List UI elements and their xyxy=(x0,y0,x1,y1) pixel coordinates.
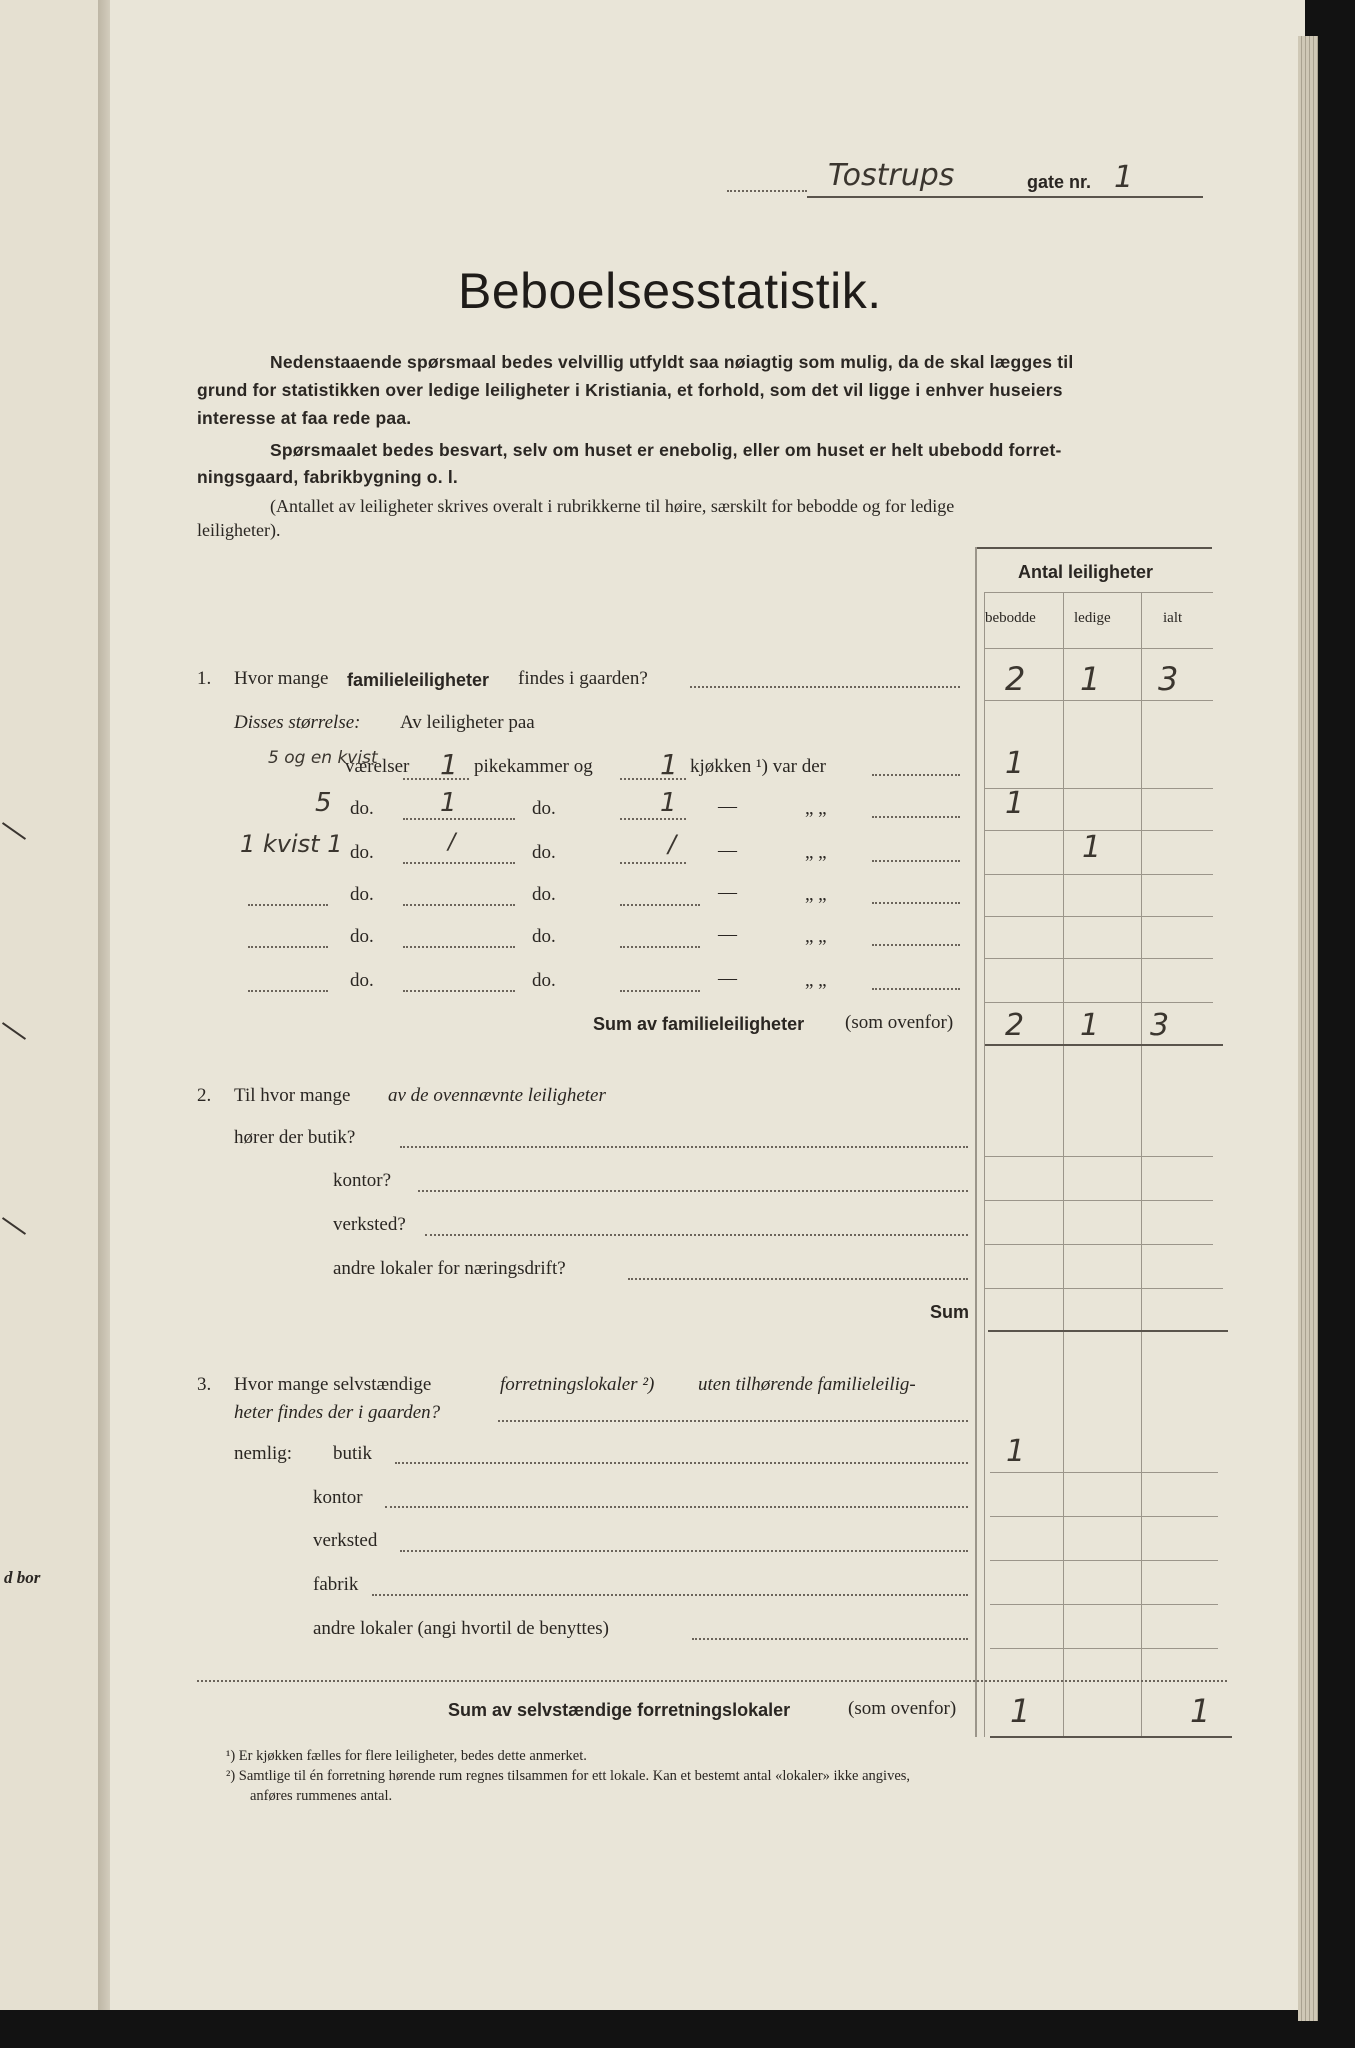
kjokken-value: 1 xyxy=(660,788,677,818)
table-rule xyxy=(985,648,1213,649)
row-bebodde: 1 xyxy=(1005,746,1025,781)
fill-dots xyxy=(403,946,515,948)
street-name: Tostrups xyxy=(828,158,955,193)
pike-word: do. xyxy=(532,970,556,991)
page-edges xyxy=(1298,36,1318,2021)
leader-dots xyxy=(372,1594,968,1596)
q3-sum-bebodde: 1 xyxy=(1010,1692,1031,1730)
intro-line: (Antallet av leiligheter skrives overalt i rubrikkerne til høire, særskilt for bebodde og for ledige xyxy=(270,496,955,516)
question-3-number: 3. xyxy=(197,1374,212,1395)
table-rule xyxy=(985,700,1213,701)
intro-line: interesse at faa rede paa. xyxy=(197,408,412,428)
intro-line: Nedenstaaende spørsmaal bedes velvillig utfyldt saa nøiagtig som mulig, da de skal lægges til xyxy=(270,352,1074,372)
size-label: Disses størrelse: xyxy=(234,712,361,733)
rooms-word: do. xyxy=(350,798,374,819)
q3-sum-ialt: 1 xyxy=(1190,1692,1211,1730)
table-rule xyxy=(990,1560,1218,1561)
street-label: gate nr. xyxy=(1027,172,1092,192)
table-rule xyxy=(985,1200,1213,1201)
sum-rule xyxy=(985,1044,1223,1046)
answer-bebodde: 2 xyxy=(1005,660,1026,698)
q3-prefix: nemlig: xyxy=(234,1443,293,1464)
section-dots xyxy=(197,1680,1227,1682)
leader-dots xyxy=(872,860,960,862)
question-2-number: 2. xyxy=(197,1085,212,1106)
table-top-rule xyxy=(975,547,1212,549)
table-rule xyxy=(985,1156,1213,1157)
table-rule xyxy=(985,1288,1223,1289)
rooms-value: 1 kvist 1 xyxy=(240,830,343,858)
q3-item-butik: butik xyxy=(333,1443,373,1464)
answer-ledige: 1 xyxy=(1080,660,1101,698)
question-3-text-italic: uten tilhørende familieleilig- xyxy=(698,1374,916,1395)
row-ledige: 1 xyxy=(1082,830,1102,865)
intro-line: ningsgaard, fabrikbygning o. l. xyxy=(197,467,458,487)
row-bebodde: 1 xyxy=(1005,786,1025,821)
leader-dots xyxy=(418,1190,968,1192)
ink-mark xyxy=(2,1217,26,1235)
answer-ialt: 3 xyxy=(1158,660,1179,698)
pike-word: pikekammer og xyxy=(474,756,593,777)
pike-word: do. xyxy=(532,884,556,905)
leader-dots xyxy=(872,944,960,946)
q2-item-verksted: verksted? xyxy=(333,1214,406,1235)
table-rule xyxy=(990,1604,1218,1605)
kjokken-word: kjøkken ¹) var der xyxy=(690,756,827,777)
q3-item-fabrik: fabrik xyxy=(313,1574,359,1595)
fill-dots xyxy=(620,990,700,992)
ditto-marks: „ „ xyxy=(805,798,827,819)
leader-dots xyxy=(872,988,960,990)
intro-line: leiligheter). xyxy=(197,520,281,540)
q3-sum-label-b: (som ovenfor) xyxy=(848,1698,957,1719)
fill-dots xyxy=(620,904,700,906)
ditto-marks: „ „ xyxy=(805,926,827,947)
q1-sum-bebodde: 2 xyxy=(1005,1008,1025,1043)
question-1-number: 1. xyxy=(197,668,212,689)
table-column-line xyxy=(1141,592,1142,1737)
q1-sum-label: Sum av familieleiligheter xyxy=(593,1014,805,1034)
q3-butik-bebodde: 1 xyxy=(1006,1434,1026,1469)
intro-line: Spørsmaalet bedes besvart, selv om huset er enebolig, eller om huset er helt ubebodd forret- xyxy=(270,440,1062,460)
leader-dots xyxy=(385,1506,968,1508)
column-header-ledige: ledige xyxy=(1074,610,1111,626)
question-3-text-italic: heter findes der i gaarden? xyxy=(234,1402,441,1423)
street-number: 1 xyxy=(1114,160,1134,195)
rooms-value: 5 xyxy=(315,788,332,818)
rooms-word: værelser xyxy=(345,756,410,777)
ink-mark xyxy=(2,1022,26,1040)
left-page-text: d bor xyxy=(4,1568,41,1587)
fill-dots xyxy=(248,946,328,948)
kjokken-word: — xyxy=(718,924,737,945)
question-1-text: Hvor mange xyxy=(234,668,329,689)
fill-dots xyxy=(248,904,328,906)
rooms-word: do. xyxy=(350,884,374,905)
pike-value: 1 xyxy=(440,748,458,781)
rooms-value: 5 og en kvist xyxy=(268,748,378,768)
kjokken-word: — xyxy=(718,968,737,989)
question-3-text: Hvor mange selvstændige xyxy=(234,1374,432,1395)
q2-sum-label: Sum xyxy=(930,1302,970,1322)
page-title: Beboelsesstatistik. xyxy=(458,263,882,319)
table-rule xyxy=(985,1244,1213,1245)
fill-dots xyxy=(620,946,700,948)
column-header-bebodde: bebodde xyxy=(985,610,1036,626)
fill-dots xyxy=(248,990,328,992)
pike-word: do. xyxy=(532,798,556,819)
q3-sum-label: Sum av selvstændige forretningslokaler xyxy=(448,1700,791,1720)
q1-sum-label-b: (som ovenfor) xyxy=(845,1012,954,1033)
fill-dots xyxy=(403,990,515,992)
q1-sum-ledige: 1 xyxy=(1080,1008,1100,1043)
intro-line: grund for statistikken over ledige leiligheter i Kristiania, et forhold, som det vil ligge i enhver huseiers xyxy=(197,380,1063,400)
leader-dots xyxy=(498,1420,968,1422)
street-dotted-line xyxy=(727,190,807,192)
table-rule xyxy=(985,874,1213,875)
leader-dots xyxy=(400,1550,968,1552)
question-1-text: findes i gaarden? xyxy=(518,668,648,689)
leader-dots xyxy=(425,1234,968,1236)
fill-dots xyxy=(403,818,515,820)
ink-mark xyxy=(2,822,26,840)
table-rule xyxy=(985,916,1213,917)
pike-word: do. xyxy=(532,926,556,947)
kjokken-value: 1 xyxy=(660,748,678,781)
table-rule xyxy=(985,958,1213,959)
left-page-edge xyxy=(0,0,104,2010)
table-left-border xyxy=(975,547,977,1737)
column-header-ialt: ialt xyxy=(1163,610,1183,626)
rooms-word: do. xyxy=(350,970,374,991)
table-rule xyxy=(990,1648,1218,1649)
question-1-keyword: familieleiligheter xyxy=(347,670,490,690)
table-rule xyxy=(985,592,1213,593)
table-column-line xyxy=(984,592,985,1737)
q2-item-kontor: kontor? xyxy=(333,1170,392,1191)
ditto-marks: „ „ xyxy=(805,884,827,905)
q3-item-verksted: verksted xyxy=(313,1530,378,1551)
leader-dots xyxy=(400,1146,968,1148)
footnote-2: ²) Samtlige til én forretning hørende rum regnes tilsammen for ett lokale. Kan et bestemt antal «lokaler» ikke angives, xyxy=(226,1768,911,1784)
pike-value: / xyxy=(448,830,456,855)
rooms-word: do. xyxy=(350,842,374,863)
table-rule xyxy=(990,1472,1218,1473)
leader-dots xyxy=(395,1462,968,1464)
leader-dots xyxy=(872,774,960,776)
leader-dots xyxy=(692,1638,968,1640)
table-rule xyxy=(990,1516,1218,1517)
size-label-2: Av leiligheter paa xyxy=(400,712,535,733)
fill-dots xyxy=(403,904,515,906)
leader-dots xyxy=(690,686,960,688)
sum-rule xyxy=(988,1330,1228,1332)
q1-sum-ialt: 3 xyxy=(1150,1008,1170,1043)
q3-item-andre: andre lokaler (angi hvortil de benyttes) xyxy=(313,1618,609,1639)
q3-item-kontor: kontor xyxy=(313,1487,363,1508)
q2-item-butik: hører der butik? xyxy=(234,1127,356,1148)
leader-dots xyxy=(872,902,960,904)
q2-item-andre: andre lokaler for næringsdrift? xyxy=(333,1258,566,1279)
table-rule xyxy=(985,1002,1213,1003)
leader-dots xyxy=(628,1278,968,1280)
pike-word: do. xyxy=(532,842,556,863)
fill-dots xyxy=(403,862,515,864)
street-underline xyxy=(807,196,1203,198)
table-title: Antal leiligheter xyxy=(1018,562,1154,582)
ditto-marks: „ „ xyxy=(805,842,827,863)
footnote-1: ¹) Er kjøkken fælles for flere leiligheter, bedes dette anmerket. xyxy=(226,1748,587,1764)
rooms-word: do. xyxy=(350,926,374,947)
question-3-text-italic: forretningslokaler ²) xyxy=(500,1374,655,1395)
pike-value: 1 xyxy=(440,788,457,818)
question-2-text-italic: av de ovennævnte leiligheter xyxy=(388,1085,606,1106)
ditto-marks: „ „ xyxy=(805,970,827,991)
kjokken-word: — xyxy=(718,796,737,817)
sum-rule xyxy=(990,1736,1232,1738)
fill-dots xyxy=(620,818,686,820)
kjokken-value: / xyxy=(668,830,677,858)
kjokken-word: — xyxy=(718,882,737,903)
kjokken-word: — xyxy=(718,840,737,861)
table-column-line xyxy=(1063,592,1064,1737)
question-2-text: Til hvor mange xyxy=(234,1085,351,1106)
fill-dots xyxy=(620,862,686,864)
leader-dots xyxy=(872,816,960,818)
fill-dots xyxy=(403,778,469,780)
footnote-3: anføres rummenes antal. xyxy=(250,1788,393,1804)
